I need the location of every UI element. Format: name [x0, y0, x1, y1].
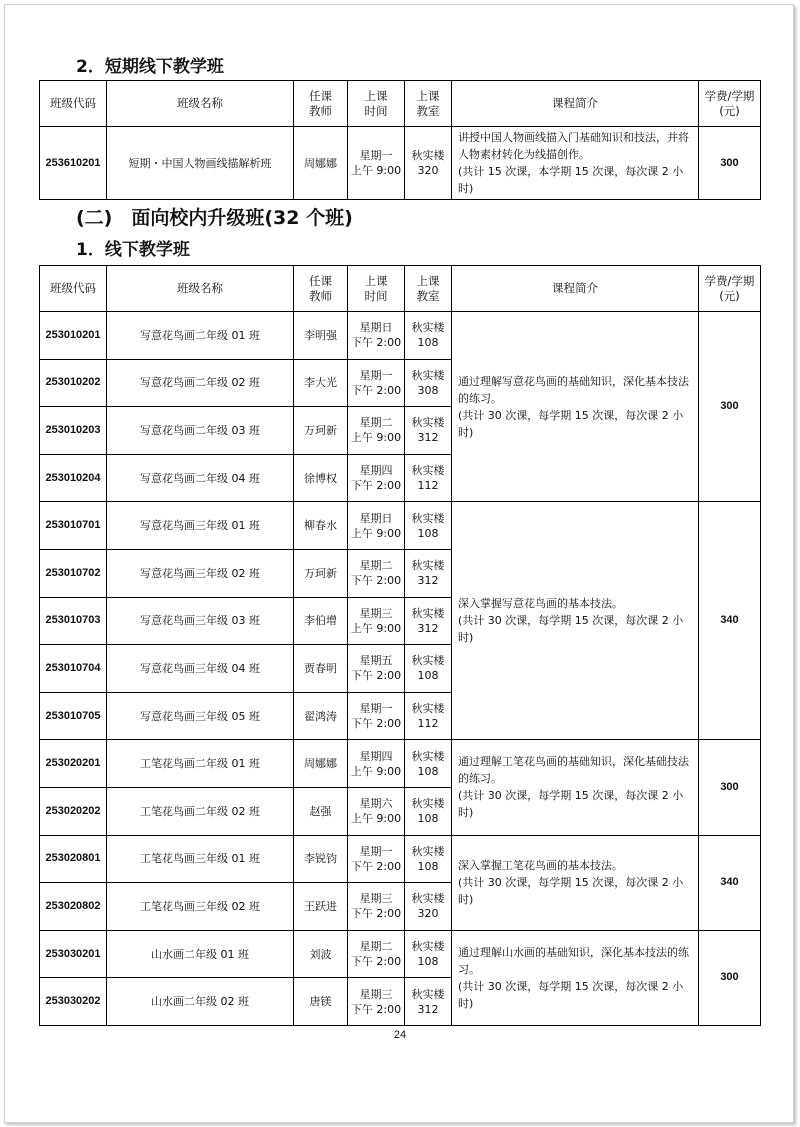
classroom: 秋实楼 312	[405, 978, 452, 1026]
class-name: 山水画二年级 02 班	[107, 978, 294, 1026]
teacher: 王跃进	[294, 883, 348, 931]
col-header-name: 班级名称	[107, 81, 294, 127]
teacher: 万珂新	[294, 407, 348, 455]
class-time: 星期二 下午 2:00	[348, 549, 405, 597]
class-time: 星期一 下午 2:00	[348, 835, 405, 883]
table-row	[40, 312, 761, 360]
classroom: 秋实楼 108	[405, 930, 452, 978]
col-header-teacher: 任课 教师	[294, 81, 348, 127]
teacher: 赵强	[294, 787, 348, 835]
short-term-table	[39, 80, 761, 200]
class-name: 工笔花鸟画二年级 01 班	[107, 740, 294, 788]
col-header-room: 上课 教室	[405, 266, 452, 312]
class-code: 253020202	[40, 787, 107, 835]
teacher: 李明强	[294, 312, 348, 360]
teacher: 徐博权	[294, 454, 348, 502]
class-time: 星期三 下午 2:00	[348, 883, 405, 931]
classroom: 秋实楼 320	[405, 127, 452, 200]
class-name: 写意花鸟画三年级 04 班	[107, 645, 294, 693]
class-time: 星期四 上午 9:00	[348, 740, 405, 788]
tuition-fee: 340	[699, 502, 761, 740]
teacher: 唐镁	[294, 978, 348, 1026]
class-code: 253030202	[40, 978, 107, 1026]
class-code: 253610201	[40, 127, 107, 200]
col-header-code: 班级代码	[40, 81, 107, 127]
class-name: 工笔花鸟画三年级 01 班	[107, 835, 294, 883]
teacher: 刘波	[294, 930, 348, 978]
teacher: 李大光	[294, 359, 348, 407]
course-description: 通过理解写意花鸟画的基础知识，深化基本技法的练习。 (共计 30 次课，每学期 15 次课，每次课 2 小时)	[452, 312, 699, 502]
class-time: 星期一 上午 9:00	[348, 127, 405, 200]
teacher: 李锐钧	[294, 835, 348, 883]
class-name: 写意花鸟画三年级 05 班	[107, 692, 294, 740]
class-name: 写意花鸟画三年级 01 班	[107, 502, 294, 550]
col-header-room: 上课 教室	[405, 81, 452, 127]
col-header-desc: 课程简介	[452, 266, 699, 312]
teacher: 翟鸿涛	[294, 692, 348, 740]
col-header-time: 上课 时间	[348, 81, 405, 127]
classroom: 秋实楼 308	[405, 359, 452, 407]
table-header-row	[40, 81, 761, 127]
class-name: 写意花鸟画二年级 01 班	[107, 312, 294, 360]
class-code: 253010704	[40, 645, 107, 693]
class-time: 星期二 下午 2:00	[348, 930, 405, 978]
classroom: 秋实楼 108	[405, 835, 452, 883]
class-time: 星期一 下午 2:00	[348, 692, 405, 740]
tuition-fee: 300	[699, 740, 761, 835]
class-code: 253020201	[40, 740, 107, 788]
class-name: 工笔花鸟画三年级 02 班	[107, 883, 294, 931]
class-code: 253010203	[40, 407, 107, 455]
class-code: 253010202	[40, 359, 107, 407]
classroom: 秋实楼 112	[405, 692, 452, 740]
classroom: 秋实楼 312	[405, 549, 452, 597]
classroom: 秋实楼 108	[405, 787, 452, 835]
class-name: 短期・中国人物画线描解析班	[107, 127, 294, 200]
classroom: 秋实楼 108	[405, 740, 452, 788]
col-header-fee: 学费/学期 (元)	[699, 266, 761, 312]
class-time: 星期六 上午 9:00	[348, 787, 405, 835]
table-row	[40, 740, 761, 788]
class-code: 253010702	[40, 549, 107, 597]
tuition-fee: 300	[699, 312, 761, 502]
class-code: 253010201	[40, 312, 107, 360]
table-row	[40, 502, 761, 550]
course-description: 通过理解山水画的基础知识，深化基本技法的练习。 (共计 30 次课，每学期 15 次课，每次课 2 小时)	[452, 930, 699, 1025]
tuition-fee: 340	[699, 835, 761, 930]
teacher: 贾春明	[294, 645, 348, 693]
class-time: 星期二 上午 9:00	[348, 407, 405, 455]
class-code: 253020802	[40, 883, 107, 931]
class-time: 星期四 下午 2:00	[348, 454, 405, 502]
col-header-time: 上课 时间	[348, 266, 405, 312]
class-name: 写意花鸟画三年级 02 班	[107, 549, 294, 597]
class-time: 星期日 下午 2:00	[348, 312, 405, 360]
course-description: 讲授中国人物画线描入门基础知识和技法，并将人物素材转化为线描创作。 (共计 15 次课，本学期 15 次课，每次课 2 小时)	[452, 127, 699, 200]
class-time: 星期一 下午 2:00	[348, 359, 405, 407]
class-name: 写意花鸟画三年级 03 班	[107, 597, 294, 645]
table-row	[40, 127, 761, 200]
table-header-row	[40, 266, 761, 312]
classroom: 秋实楼 108	[405, 502, 452, 550]
classroom: 秋实楼 108	[405, 312, 452, 360]
tuition-fee: 300	[699, 127, 761, 200]
class-name: 写意花鸟画二年级 04 班	[107, 454, 294, 502]
class-time: 星期三 上午 9:00	[348, 597, 405, 645]
teacher: 万珂新	[294, 549, 348, 597]
course-description: 深入掌握写意花鸟画的基本技法。 (共计 30 次课，每学期 15 次课，每次课 2 小时)	[452, 502, 699, 740]
classroom: 秋实楼 320	[405, 883, 452, 931]
col-header-fee: 学费/学期 (元)	[699, 81, 761, 127]
class-name: 山水画二年级 01 班	[107, 930, 294, 978]
class-code: 253010703	[40, 597, 107, 645]
course-description: 深入掌握工笔花鸟画的基本技法。 (共计 30 次课，每学期 15 次课，每次课 2 小时)	[452, 835, 699, 930]
class-code: 253030201	[40, 930, 107, 978]
teacher: 李伯增	[294, 597, 348, 645]
classroom: 秋实楼 312	[405, 597, 452, 645]
class-code: 253010701	[40, 502, 107, 550]
offline-class-heading: 1．线下教学班	[76, 240, 190, 260]
upgrade-class-table	[39, 265, 761, 1026]
page-number: 24	[393, 1029, 407, 1041]
class-time: 星期五 下午 2:00	[348, 645, 405, 693]
teacher: 周娜娜	[294, 740, 348, 788]
teacher: 周娜娜	[294, 127, 348, 200]
col-header-name: 班级名称	[107, 266, 294, 312]
class-code: 253010705	[40, 692, 107, 740]
class-time: 星期三 下午 2:00	[348, 978, 405, 1026]
class-code: 253020801	[40, 835, 107, 883]
class-name: 工笔花鸟画二年级 02 班	[107, 787, 294, 835]
teacher: 柳春水	[294, 502, 348, 550]
class-name: 写意花鸟画二年级 02 班	[107, 359, 294, 407]
upgrade-section-title: (二) 面向校内升级班(32 个班)	[76, 207, 353, 229]
tuition-fee: 300	[699, 930, 761, 1025]
course-description: 通过理解工笔花鸟画的基础知识，深化基础技法的练习。 (共计 30 次课，每学期 15 次课，每次课 2 小时)	[452, 740, 699, 835]
classroom: 秋实楼 112	[405, 454, 452, 502]
class-time: 星期日 上午 9:00	[348, 502, 405, 550]
class-code: 253010204	[40, 454, 107, 502]
table-row	[40, 930, 761, 978]
col-header-teacher: 任课 教师	[294, 266, 348, 312]
short-term-heading: 2．短期线下教学班	[76, 57, 224, 77]
col-header-code: 班级代码	[40, 266, 107, 312]
table-row	[40, 835, 761, 883]
classroom: 秋实楼 312	[405, 407, 452, 455]
classroom: 秋实楼 108	[405, 645, 452, 693]
col-header-desc: 课程简介	[452, 81, 699, 127]
class-name: 写意花鸟画二年级 03 班	[107, 407, 294, 455]
